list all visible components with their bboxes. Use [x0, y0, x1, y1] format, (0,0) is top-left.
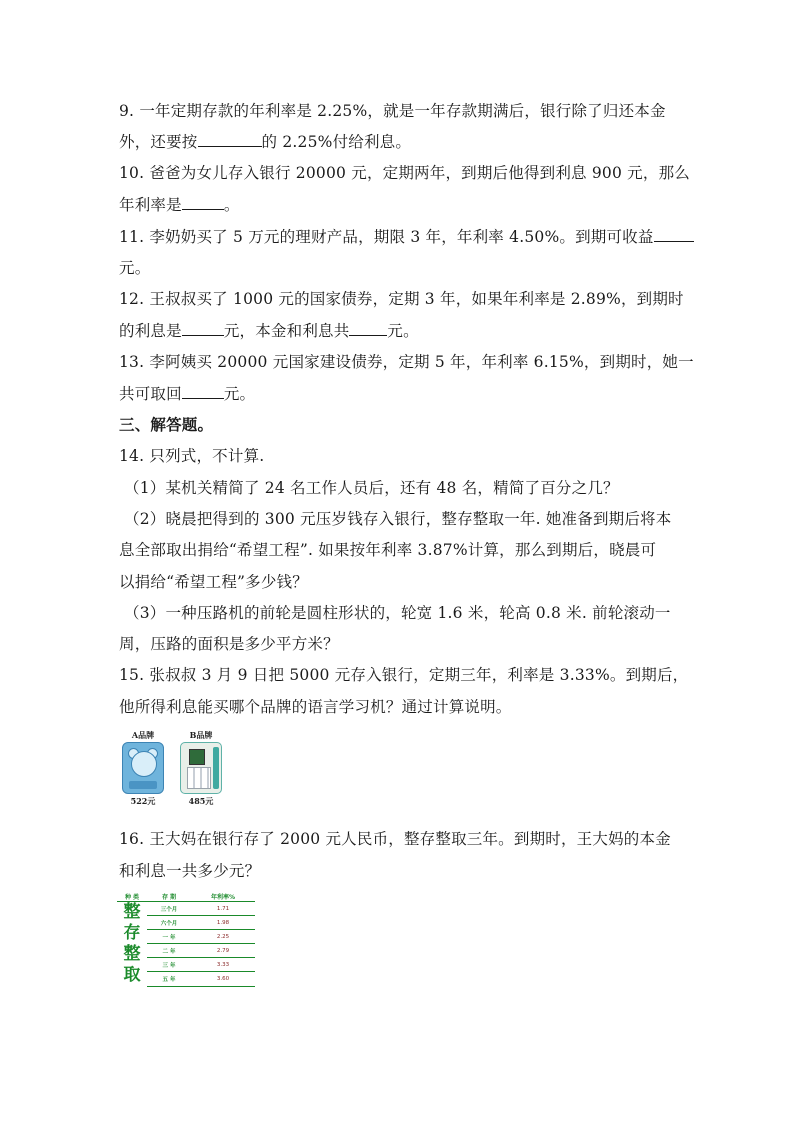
rate-table-header: 年利率%: [191, 891, 255, 902]
q9-answer-blank[interactable]: [198, 132, 262, 147]
rate-cell: 3.33: [191, 958, 255, 972]
q14-part2-line1: （2）晓晨把得到的 300 元压岁钱存入银行，整存整取一年. 她准备到期后将本: [124, 510, 672, 528]
section-heading: 三、解答题。: [119, 415, 214, 434]
device-b-icon: [180, 742, 222, 794]
q14-part2-line3: 以捐给“希望工程”多少钱？: [119, 573, 308, 591]
rate-cell: 3.60: [191, 972, 255, 986]
q13-answer-blank[interactable]: [182, 384, 224, 399]
period-cell: 二 年: [147, 944, 191, 958]
q14-stem: 14. 只列式，不计算.: [119, 447, 265, 465]
q16-line2: 和利息一共多少元？: [119, 862, 261, 880]
product-b: [179, 730, 223, 806]
rate-cell: 2.79: [191, 944, 255, 958]
q11-answer-blank[interactable]: [654, 227, 694, 242]
period-cell: 六个月: [147, 916, 191, 930]
product-a: [121, 730, 165, 806]
rate-cell: 2.25: [191, 930, 255, 944]
q12-line1: 12. 王叔叔买了 1000 元的国家债券，定期 3 年，如果年利率是 2.89%，到期时: [119, 290, 684, 308]
q11-line2: 元。: [119, 259, 151, 277]
q10-answer-blank[interactable]: [182, 195, 224, 210]
q12-line2: [119, 321, 419, 341]
product-b-label: B品牌: [189, 730, 213, 740]
product-b-price: 485元: [188, 796, 214, 806]
kind-char: 整: [123, 902, 141, 922]
q15-line2: 他所得利息能买哪个品牌的语言学习机？通过计算说明。: [119, 698, 512, 716]
period-cell: 一 年: [147, 930, 191, 944]
rate-table: [117, 891, 255, 987]
q10-text-b: 。: [223, 196, 240, 214]
q12-interest-blank[interactable]: [182, 321, 224, 336]
product-illustration: [117, 730, 227, 814]
q14-part2-line2: 息全部取出捐给“希望工程”. 如果按年利率 3.87%计算，那么到期后，晓晨可: [119, 541, 657, 559]
table-row: [117, 902, 255, 916]
period-cell: 五 年: [147, 972, 191, 986]
device-a-icon: [122, 742, 164, 794]
rate-table-header: 存 期: [147, 891, 191, 902]
q12-text-b: 元，本金和利息共: [223, 322, 350, 340]
q12-total-blank[interactable]: [349, 321, 387, 336]
q9-text-b: 的 2.25%付给利息。: [261, 133, 412, 151]
q13-text-b: 元。: [223, 385, 256, 403]
q14-part3-line2: 周，压路的面积是多少平方米？: [119, 635, 339, 653]
q11-text-a: 11. 李奶奶买了 5 万元的理财产品，期限 3 年，年利率 4.50%。到期可收益: [119, 228, 654, 246]
q9-line2: [119, 132, 411, 152]
period-cell: 三个月: [147, 902, 191, 916]
kind-char: 存: [123, 923, 141, 943]
q16-line1: 16. 王大妈在银行存了 2000 元人民币，整存整取三年。到期时，王大妈的本金: [119, 830, 671, 848]
q13-line2: [119, 384, 255, 404]
rate-table-kind: [117, 902, 147, 987]
q12-text-c: 元。: [387, 322, 419, 340]
q10-line2: [119, 195, 240, 215]
q15-line1: 15. 张叔叔 3 月 9 日把 5000 元存入银行，定期三年，利率是 3.33%。到期后，: [119, 666, 689, 684]
rate-table-header: 种 类: [117, 891, 147, 902]
period-cell: 三 年: [147, 958, 191, 972]
rate-cell: 1.71: [191, 902, 255, 916]
q14-part3-line1: （3）一种压路机的前轮是圆柱形状的，轮宽 1.6 米，轮高 0.8 米. 前轮滚动一: [124, 604, 671, 622]
kind-char: 整: [123, 944, 141, 964]
q9-line1: 9. 一年定期存款的年利率是 2.25%，就是一年存款期满后，银行除了归还本金: [119, 102, 666, 120]
product-a-price: 522元: [130, 796, 156, 806]
product-a-label: A品牌: [131, 730, 155, 740]
q12-text-a: 的利息是: [119, 322, 182, 340]
q10-text-a: 年利率是: [119, 196, 182, 214]
q13-text-a: 共可取回: [119, 385, 182, 403]
q9-text-a: 外，还要按: [119, 133, 198, 151]
q11-line1: [119, 227, 694, 247]
q10-line1: 10. 爸爸为女儿存入银行 20000 元，定期两年，到期后他得到利息 900 元，那么: [119, 164, 690, 182]
rate-cell: 1.98: [191, 916, 255, 930]
kind-char: 取: [123, 965, 141, 985]
q14-part1: （1）某机关精简了 24 名工作人员后，还有 48 名，精简了百分之几？: [124, 479, 619, 497]
q13-line1: 13. 李阿姨买 20000 元国家建设债券，定期 5 年，年利率 6.15%，到期时，她一: [119, 353, 694, 371]
